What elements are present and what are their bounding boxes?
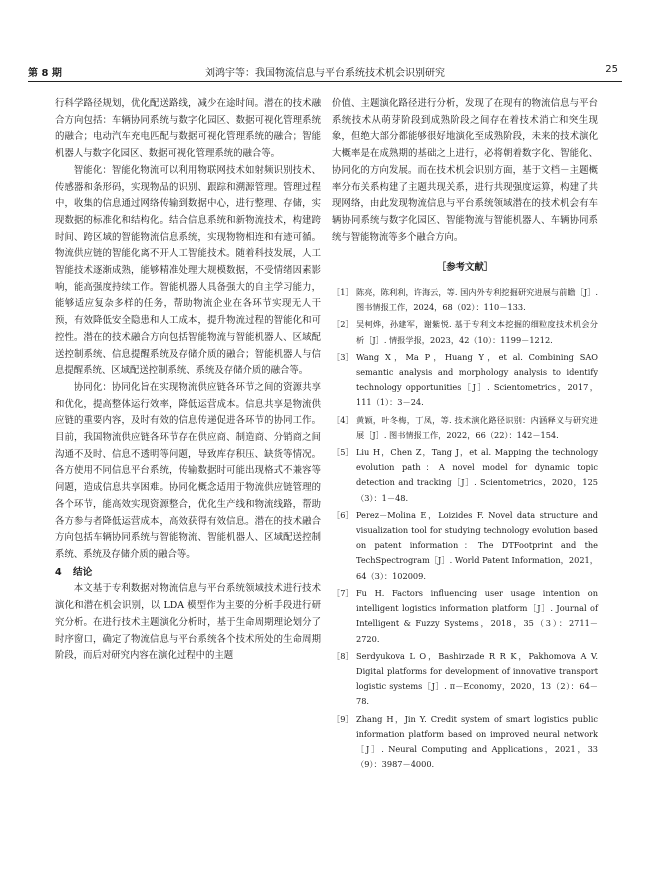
paragraph-continuation: 行科学路径规划，优化配送路线，减少在途时间。潜在的技术融合方向包括：车辆协同系统与数字化园区、数据可视化管理系统的融合；电动汽车充电匹配与数据可视化管理系统的融合；智能机器人与数字化园区、数据可视化管理系统的融合等。 — [55, 98, 321, 160]
section-number: 4 — [55, 566, 62, 578]
reference-number: ［6］ — [332, 509, 354, 520]
reference-text: Wang X，Ma P，Huang Y，et al. Combining SAO semantic analysis and morphology analysis to identify technology opportunities［J］. Scientometrics，2017，111（1）：3－24. — [356, 351, 598, 408]
reference-text: Serdyukova L O，Bashirzade R R K，Pakhomova A V. Digital platforms for development of innovative transport logistic systems［J］. π－Economy，2020，13（2）：64－78. — [356, 650, 598, 707]
paragraph-intelligent: 智能化：智能化物流可以利用物联网技术如射频识别技术、传感器和条形码，实现物品的识别、跟踪和溯源管理。管理过程中，收集的信息通过网络传输到数据中心，进行整理、存储，实现数据的标准化和结构化。结合信息系统和新物流技术，构建跨时间、跨区域的智能物流信息系统，实现物物相连和有迹可循。物流供应链的智能化离不开人工智能技术。随着科技发展，人工智能技术逐渐成熟，能够精准处理大规模数据，不受情绪因素影响，能高强度持续工作。智能机器人具备强大的自主学习能力，能够适应复杂多样的任务，帮助物流企业在各环节实现无人干预，有效降低安全隐患和人工成本，提升物流过程的智能化和可控性。潜在的技术融合方向包括智能物流与智能机器人、区域配送控制系统、信息提醒系统及存储介质的融合；智能机器人与信息提醒系统、区域配送控制系统、系统及存储介质的融合等。 — [55, 164, 321, 377]
reference-number: ［1］ — [332, 287, 354, 298]
right-column — [332, 96, 598, 774]
reference-number: ［9］ — [332, 713, 354, 724]
reference-text: Zhang H，Jin Y. Credit system of smart logistics public information platform based on improved neural network［J］. Neural Computing and Applications，2021，33（9）：3987－4000. — [356, 713, 598, 770]
reference-item — [332, 586, 598, 647]
left-column — [55, 96, 321, 665]
paragraph-collaborative: 协同化：协同化旨在实现物流供应链各环节之间的资源共享和优化，提高整体运行效率，降低运营成本。信息共享是物流供应链的重要内容，及时有效的信息传递促进各环节的协同工作。目前，我国物流供应链各环节存在供应商、制造商、分销商之间沟通不及时、信息不透明等问题，导致库存积压、缺货等情况。各方使用不同信息平台系统，传输数据时可能出现格式不兼容等问题，造成信息共享困难。协同化概念适用于物流供应链管理的各个环节，能高效实现资源整合，优化生产线和物流线路，帮助各方参与者降低运营成本，高效获得有效信息。潜在的技术融合方向包括车辆协同系统与智能物流、智能机器人、区域配送控制系统、系统及存储介质的融合等。 — [55, 381, 321, 560]
reference-number: ［7］ — [332, 587, 354, 598]
reference-item — [332, 649, 598, 710]
reference-item — [332, 285, 598, 315]
reference-text: 吴柯烨，孙建军，谢紫悦. 基于专利文本挖掘的细粒度技术机会分析［J］. 情报学报，2023，42（10）：1199－1212. — [356, 319, 598, 345]
reference-number: ［4］ — [332, 414, 354, 425]
reference-number: ［8］ — [332, 650, 354, 661]
reference-item — [332, 508, 598, 584]
page-number: 25 — [605, 64, 618, 75]
reference-text: Liu H，Chen Z，Tang J，et al. Mapping the technology evolution path：A novel model for dynamic topic detection and tracking［J］. Scientometrics，2020，125（3）：1－48. — [356, 447, 598, 503]
reference-item — [332, 445, 598, 506]
reference-list — [332, 285, 598, 772]
running-header — [28, 61, 622, 82]
section-heading-conclusion — [55, 565, 321, 582]
reference-item — [332, 317, 598, 347]
reference-text: Perez－Molina E，Loizides F. Novel data structure and visualization tool for studying technology evolution based on patent information：The DTFootprint and the TechSpectrogram［J］. World Patent Information，2021，64（3）：102009. — [356, 509, 598, 581]
references-heading: ［参考文献］ — [436, 262, 494, 274]
reference-number: ［5］ — [332, 447, 354, 458]
paragraph-conclusion-continued: 价值、主题演化路径进行分析，发现了在现有的物流信息与平台系统技术从萌芽阶段到成熟阶段之间存在着技术消亡和突生现象，但绝大部分都能够很好地演化至成熟阶段，未来的技术演化大概率是在成熟期的基础之上进行，必将朝着数字化、智能化、协同化的方向发展。而在技术机会识别方面，基于文档－主题概率分布关系构建了主题共现关系，进行共现强度运算，构建了共现网络，由此发现物流信息与平台系统领域潜在的技术机会有车辆协同系统与数字化园区、智能物流与智能机器人、车辆协同系统与智能物流等多个融合方向。 — [332, 98, 598, 243]
issue-number: 第 8 期 — [28, 68, 62, 79]
running-title: 刘鸿宇等：我国物流信息与平台系统技术机会识别研究 — [205, 68, 445, 79]
paragraph-conclusion: 本文基于专利数据对物流信息与平台系统领域技术进行技术演化和潜在机会识别，以 LDA 模型作为主要的分析手段进行研究分析。在进行技术主题演化分析时，基于生命周期理论划分了时序窗口，确定了物流信息与平台系统各个技术所处的生命周期阶段，而后对研究内容在演化过程中的主题 — [55, 583, 321, 662]
reference-item — [332, 413, 598, 443]
section-title: 结论 — [73, 566, 93, 578]
reference-text: 黄颖，叶冬梅，丁凤，等. 技术演化路径识别：内涵释义与研究进展［J］. 图书情报工作，2022，66（22）：142－154. — [356, 414, 598, 440]
reference-item — [332, 350, 598, 411]
reference-item — [332, 712, 598, 773]
reference-number: ［2］ — [332, 319, 354, 330]
reference-number: ［3］ — [332, 351, 354, 362]
reference-text: 陈亮，陈利利，许海云，等. 国内外专利挖掘研究进展与前瞻［J］. 图书情报工作，2024，68（02）：110－133. — [356, 287, 598, 313]
reference-text: Fu H. Factors influencing user usage intention on intelligent logistics information platform［J］. Journal of Intelligent & Fuzzy Systems，2018，35（3）：2711－2720. — [356, 587, 598, 644]
